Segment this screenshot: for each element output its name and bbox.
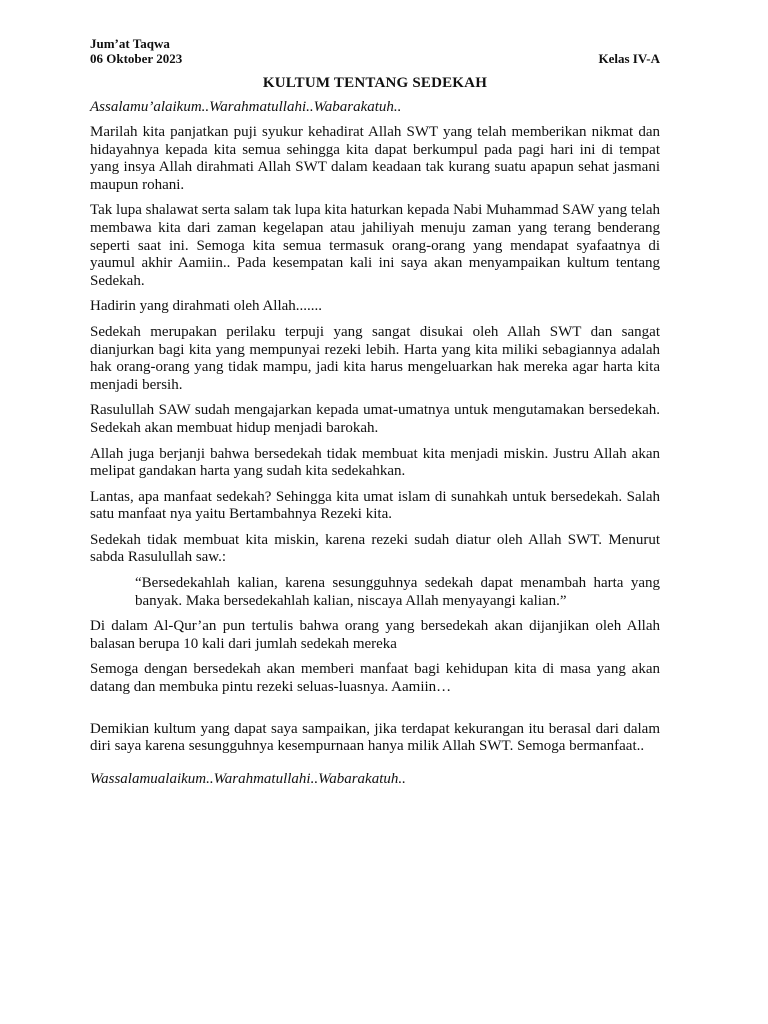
paragraph-sedekah-benefit: Lantas, apa manfaat sedekah? Sehingga kita umat islam di sunahkah untuk bersedekah. Salah satu manfaat nya yaitu Bertambahnya Rezeki kita. — [90, 488, 660, 523]
event-name: Jum’at Taqwa — [90, 36, 170, 51]
class-label: Kelas IV-A — [598, 51, 660, 66]
document-title: KULTUM TENTANG SEDEKAH — [262, 75, 488, 91]
paragraph-opening-praise: Marilah kita panjatkan puji syukur kehadirat Allah SWT yang telah memberikan nikmat dan hidayahnya kepada kita semua sehingga kita dapat berkumpul pada pagi hari ini di tempat yang insya Allah dirahmati Allah SWT dalam keadaan tak kurang suatu apapun sehat jasmani maupun rohani. — [90, 124, 660, 193]
paragraph-hadith-intro: Sedekah tidak membuat kita miskin, karena rezeki sudah diatur oleh Allah SWT. Menurut sabda Rasulullah saw.: — [90, 531, 660, 566]
paragraph-shalawat: Tak lupa shalawat serta salam tak lupa kita haturkan kepada Nabi Muhammad SAW yang telah membawa kita dari zaman kegelapan atau jahiliyah menuju zaman yang terang benderang seperti saat ini. Semoga kita semua termasuk orang-orang yang mendapat syafaatnya di yaumul akhir Aamiin.. Pada kesempatan kali ini saya akan menyampaikan kultum tentang Sedekah. — [90, 202, 660, 289]
document-page — [90, 36, 660, 788]
closing-greeting: Wassalamualaikum..Warahmatullahi..Wabarakatuh.. — [90, 770, 406, 787]
paragraph-sedekah-definition: Sedekah merupakan perilaku terpuji yang sangat disukai oleh Allah SWT dan sangat dianjurkan bagi kita yang mempunyai rezeki lebih. Harta yang kita miliki sebagiannya adalah hak orang-orang yang tidak mampu, jadi kita harus mengeluarkan hak mereka agar harta kita menjadi bersih. — [90, 323, 660, 393]
document-date: 06 Oktober 2023 — [90, 51, 183, 66]
header-row — [90, 51, 660, 66]
paragraph-conclusion: Demikian kultum yang dapat saya sampaikan, jika terdapat kekurangan itu berasal dari dalam diri saya karena sesungguhnya kesempurnaan hanya milik Allah SWT. Semoga bermanfaat.. — [90, 720, 660, 755]
paragraph-closing-prayer: Semoga dengan bersedekah akan memberi manfaat bagi kehidupan kita di masa yang akan datang dan membuka pintu rezeki seluas-luasnya. Aamiin… — [90, 661, 660, 696]
paragraph-rasulullah-teaching: Rasulullah SAW sudah mengajarkan kepada umat-umatnya untuk mengutamakan bersedekah. Sedekah akan membuat hidup menjadi barokah. — [90, 402, 660, 436]
hadith-quote: “Bersedekahlah kalian, karena sesungguhnya sedekah dapat menambah harta yang banyak. Maka bersedekahlah kalian, niscaya Allah menyayangi kalian.” — [135, 575, 660, 609]
paragraph-allah-promise: Allah juga berjanji bahwa bersedekah tidak membuat kita menjadi miskin. Justru Allah akan melipat gandakan harta yang sudah kita sedekahkan. — [90, 445, 660, 480]
paragraph-audience-address: Hadirin yang dirahmati oleh Allah....... — [90, 298, 323, 315]
paragraph-quran-reward: Di dalam Al-Qur’an pun tertulis bahwa orang yang bersedekah akan dijanjikan oleh Allah balasan berupa 10 kali dari jumlah sedekah mereka — [90, 618, 660, 652]
opening-greeting: Assalamu’alaikum..Warahmatullahi..Wabarakatuh.. — [90, 99, 402, 115]
